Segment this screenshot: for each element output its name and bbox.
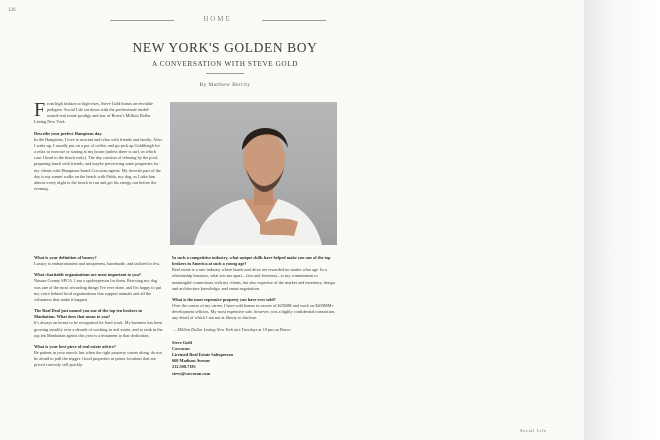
subtitle-divider xyxy=(206,73,244,74)
left-column-bottom xyxy=(34,255,164,374)
contact-email[interactable]: steve@corcoran.com xyxy=(172,370,211,376)
section-rule-right xyxy=(262,20,326,21)
question: In such a competitive industry, what unique skills have helped make you one of the top brokers in America at such a young age? xyxy=(172,255,331,267)
qa-item xyxy=(172,255,337,292)
qa-item xyxy=(172,297,337,322)
question: What charitable organizations are most important to you? xyxy=(34,272,141,278)
section-label: HOME xyxy=(203,15,232,23)
promo-show-name: Million Dollar Listing New York xyxy=(177,326,234,332)
page-footer: Social Life xyxy=(520,428,547,433)
qa-item xyxy=(34,344,164,369)
question: What is your definition of luxury? xyxy=(34,255,97,260)
contact-block xyxy=(172,340,337,377)
portrait-illustration xyxy=(170,102,337,245)
contact-company: Corcoran xyxy=(172,345,190,351)
qa-list-bottom-left xyxy=(34,255,164,369)
page-gutter xyxy=(584,0,660,440)
qa-item xyxy=(34,308,164,339)
intro-paragraph xyxy=(34,101,162,126)
answer: Be patient in your search, but when the right property comes along, do not be afraid to pull the trigger. Good properties in prime locations that are priced correctly sell quickly. xyxy=(34,350,162,368)
page-number: 126 xyxy=(8,8,16,13)
answer: Real estate is a rare industry where hustle and drive are rewarded no matter what age. In a relationship business, what sets me apart—first and foremost—is my commitment to meaningful connections with my clients, but also expertise of the market and inventory, design and architecture knowledge, and smart negotiation. xyxy=(172,267,335,291)
contact-address: 660 Madison Avenue xyxy=(172,358,210,364)
qa-item xyxy=(34,255,164,267)
drop-cap: F xyxy=(34,99,46,121)
right-column xyxy=(172,255,337,377)
qa-item xyxy=(34,131,162,193)
qa-item xyxy=(34,272,164,303)
answer: Luxury is embarrassment and uniqueness, handmade, and tailored to few. xyxy=(34,261,161,267)
answer: Over the course of my career, I have sold homes in excess of $25MM and work on $200MM+ development sellouts. My most expensive sale, however, was a highly confidential transaction, any detail of which I am not at liberty to disclose. xyxy=(172,303,336,321)
promo-airtime: airs Tuesdays at 10 pm on Bravo xyxy=(233,326,291,332)
answer: It's always an honor to be recognized for hard work. My business has been growing steadily over a decade of working in real estate, and to rank in the top ten Manhattan agents this year is a testament to that dedication. xyxy=(34,320,163,338)
left-column-top xyxy=(34,101,162,197)
promo-line: → Million Dollar Listing New York airs Tuesdays at 10 pm on Bravo xyxy=(172,326,291,332)
qa-list-right xyxy=(172,255,337,322)
portrait-photo xyxy=(170,102,337,245)
answer: In the Hamptons, I love to unwind and relax with friends and family. After I wake up, I usually put on a pot of coffee, and go pick up Goldthaigh for a relax to exercise or staring at my house (unless there is surf, in which case I head to the beach early). The day consists of relaxing by the pool, preparing lunch with friends, and maybe previewing some properties for my clients with Hamptons-based Corcoran agents. My favorite part of the day is my sunset walks on the beach with Pablo, my dog, as I take him almost every night to the beach to run and get his energy out before the evening. xyxy=(34,136,162,192)
question: The Real Deal just named you one of the top ten brokers in Manhattan. What does that mean to you? xyxy=(34,308,143,320)
question: What is your best piece of real estate advice? xyxy=(34,343,116,349)
intro-text: rom high fashion to high-rises, Steve Gold boasts an enviable pedigree. Social Life sat down with the professional model-turned-real estate prodigy and star of Bravo's Million Dollar Listing New York. xyxy=(34,101,153,125)
contact-role: Licensed Real Estate Salesperson xyxy=(172,352,233,358)
contact-name: Steve Gold xyxy=(172,339,192,345)
qa-list-top xyxy=(34,131,162,193)
article-title: NEW YORK'S GOLDEN BOY xyxy=(132,40,318,55)
question: Describe your perfect Hamptons day. xyxy=(34,130,103,136)
byline: By Matthew Berrity xyxy=(199,82,251,88)
answer: Nassau County SPCA. I am a spokesperson for them. Rescuing my dog was one of the most rewarding things I've ever done, and I'm happy to put my voice behind local organizations that support animals and all the volunteers that make it happen. xyxy=(34,278,162,302)
article-subtitle: A CONVERSATION WITH STEVE GOLD xyxy=(151,60,299,68)
contact-phone: 212.508.7183 xyxy=(172,364,196,370)
question: What is the most expensive property you have ever sold? xyxy=(172,296,276,302)
